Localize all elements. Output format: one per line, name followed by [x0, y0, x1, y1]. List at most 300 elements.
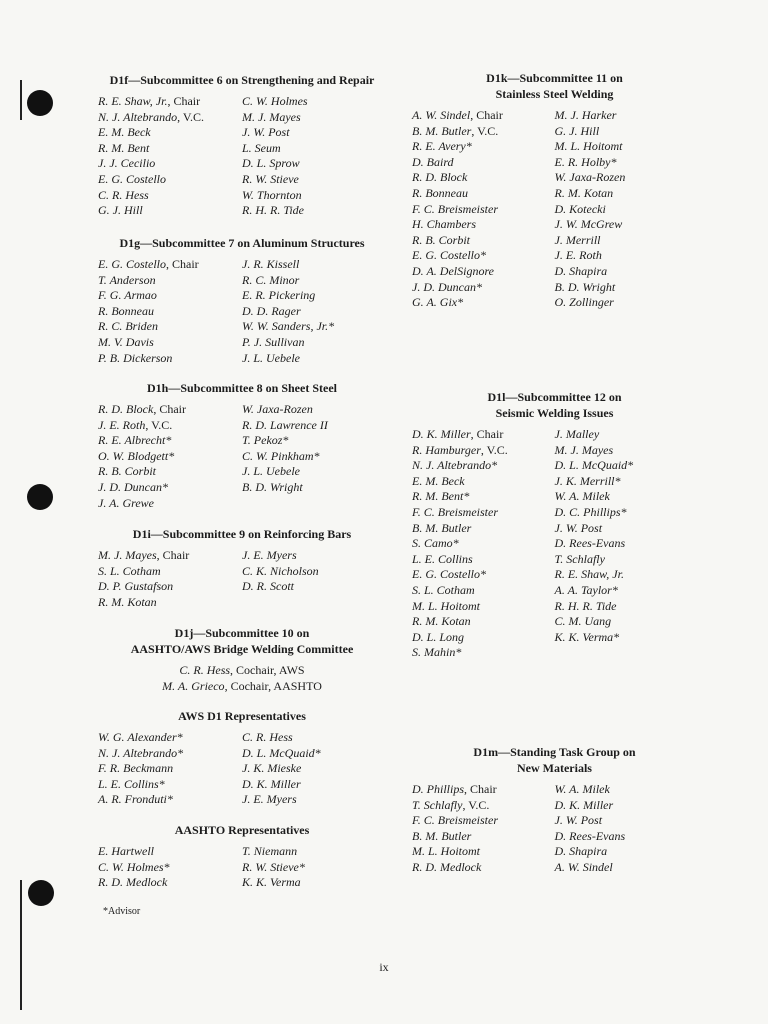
member-name: D. L. McQuaid* — [242, 745, 321, 760]
member-name: R. W. Stieve — [242, 171, 299, 186]
member-name: F. G. Armao — [98, 288, 157, 303]
member-name: R. H. R. Tide — [554, 598, 617, 613]
member-name: C. W. Holmes* — [98, 859, 170, 874]
section-title-line: D1h—Subcommittee 8 on Sheet Steel — [147, 381, 337, 395]
member-entry — [98, 141, 242, 157]
member-columns — [98, 844, 386, 891]
section-title-line: D1l—Subcommittee 12 on — [487, 390, 622, 404]
member-entry — [412, 295, 555, 311]
member-name: J. L. Uebele — [242, 350, 300, 365]
member-name: S. L. Cotham — [98, 563, 161, 578]
member-name: R. M. Kotan — [412, 614, 471, 629]
member-entry — [412, 630, 555, 646]
member-name: F. C. Breismeister — [412, 504, 498, 519]
member-name: F. C. Breismeister — [412, 813, 498, 828]
member-name: J. E. Myers — [242, 792, 297, 807]
member-entry — [412, 505, 555, 521]
member-name: N. J. Altebrando* — [98, 745, 184, 760]
member-name: J. E. Myers — [242, 548, 297, 562]
member-role: , Chair — [470, 108, 503, 122]
member-column — [242, 257, 386, 366]
member-entry — [412, 108, 555, 124]
member-name: A. A. Taylor* — [554, 582, 618, 597]
member-entry — [412, 458, 555, 474]
member-name: W. Jaxa-Rozen — [242, 402, 313, 416]
member-entry — [242, 761, 386, 777]
member-name: M. V. Davis — [98, 334, 154, 349]
member-name: N. J. Altebrando — [98, 109, 178, 124]
member-entry — [242, 875, 386, 891]
member-entry — [555, 443, 698, 459]
member-entry — [555, 583, 698, 599]
member-name: H. Chambers — [412, 217, 477, 232]
member-name: A. R. Fronduti* — [98, 792, 173, 807]
member-entry — [98, 844, 242, 860]
member-column — [242, 94, 386, 219]
member-entry — [98, 288, 242, 304]
member-entry — [98, 273, 242, 289]
member-entry — [555, 829, 698, 845]
member-name: K. K. Verma — [242, 875, 301, 890]
member-name: R. C. Briden — [98, 319, 158, 334]
member-column — [98, 94, 242, 219]
section-title — [98, 380, 386, 396]
member-entry — [555, 427, 698, 443]
member-entry — [98, 663, 386, 679]
member-entry — [555, 813, 698, 829]
member-columns — [98, 257, 386, 366]
member-column — [98, 257, 242, 366]
member-role: , Chair — [153, 402, 186, 416]
member-name: J. D. Duncan* — [412, 279, 482, 294]
member-name: E. Hartwell — [98, 844, 154, 858]
member-entry — [242, 746, 386, 762]
member-name: S. Camo* — [412, 536, 459, 551]
section-title-line: AWS D1 Representatives — [178, 709, 306, 723]
member-entry — [555, 280, 698, 296]
member-name: D. K. Miller — [412, 427, 471, 441]
member-entry — [412, 782, 555, 798]
member-name: T. Anderson — [98, 272, 156, 287]
member-name: D. K. Miller — [554, 797, 614, 812]
member-entry — [242, 141, 386, 157]
member-name: R. H. R. Tide — [242, 203, 304, 218]
member-entry — [242, 464, 386, 480]
section-d1f — [98, 72, 386, 219]
member-entry — [98, 304, 242, 320]
member-entry — [242, 418, 386, 434]
member-name: F. R. Beckmann — [98, 761, 174, 776]
member-entry — [98, 156, 242, 172]
member-name: A. W. Sindel — [412, 108, 471, 122]
member-columns — [412, 108, 697, 311]
member-name: D. L. McQuaid* — [554, 458, 634, 473]
member-name: S. L. Cotham — [412, 582, 475, 597]
member-name: D. R. Scott — [242, 579, 294, 594]
member-entry — [242, 449, 386, 465]
member-name: R. Bonneau — [412, 185, 468, 200]
member-name: D. Rees-Evans — [554, 536, 626, 551]
member-entry — [412, 170, 555, 186]
member-name: C. M. Uang — [554, 614, 612, 629]
section-title-line: D1f—Subcommittee 6 on Strengthening and Repair — [109, 73, 375, 87]
member-name: E. M. Beck — [412, 473, 465, 488]
member-entry — [98, 548, 242, 564]
member-entry — [242, 273, 386, 289]
member-entry — [412, 202, 555, 218]
member-entry — [98, 449, 242, 465]
member-role: , Chair — [464, 782, 497, 796]
member-name: C. K. Nicholson — [242, 563, 319, 578]
section-title-line: Seismic Welding Issues — [495, 406, 614, 420]
member-name: W. A. Milek — [554, 782, 610, 796]
member-entry — [242, 172, 386, 188]
member-column — [98, 402, 242, 511]
member-name: D. K. Miller — [242, 776, 301, 791]
member-name: C. R. Hess — [179, 663, 231, 677]
member-name: C. R. Hess — [242, 730, 293, 744]
member-name: P. B. Dickerson — [98, 350, 173, 365]
member-entry — [98, 125, 242, 141]
member-entry — [242, 730, 386, 746]
member-name: L. Seum — [242, 140, 281, 155]
member-name: R. D. Medlock — [98, 875, 168, 890]
binder-hole-top — [27, 90, 53, 116]
member-name: J. K. Merrill* — [554, 473, 621, 488]
member-entry — [555, 798, 698, 814]
member-entry — [242, 156, 386, 172]
member-name: J. W. McGrew — [554, 217, 623, 232]
member-name: R. D. Lawrence II — [242, 417, 328, 432]
member-entry — [412, 474, 555, 490]
page-number: ix — [379, 960, 389, 974]
member-name: J. E. Roth — [98, 417, 146, 432]
member-name: R. Bonneau — [98, 303, 154, 318]
member-name: D. L. Long — [412, 629, 465, 644]
member-entry — [98, 679, 386, 695]
member-entry — [242, 288, 386, 304]
section-title — [98, 625, 386, 657]
member-entry — [412, 552, 555, 568]
member-name: E. G. Costello* — [412, 567, 486, 582]
member-name: R. E. Shaw, Jr. — [554, 567, 624, 582]
member-column — [555, 108, 698, 311]
member-name: N. J. Altebrando* — [412, 458, 498, 473]
member-entry — [242, 844, 386, 860]
member-column — [412, 427, 555, 661]
member-name: W. A. Milek — [554, 489, 610, 504]
member-name: R. C. Minor — [242, 272, 300, 287]
member-entry — [555, 474, 698, 490]
member-name: C. W. Pinkham* — [242, 448, 320, 463]
member-entry — [98, 110, 242, 126]
member-entry — [242, 351, 386, 367]
member-role: , Chair — [470, 427, 504, 441]
member-name: E. R. Pickering — [242, 288, 316, 303]
member-entry — [242, 480, 386, 496]
member-name: E. G. Costello* — [412, 248, 486, 263]
member-name: E. G. Costello — [98, 171, 166, 186]
member-columns — [98, 402, 386, 511]
member-role: , V.C. — [462, 797, 490, 812]
member-name: M. L. Hoitomt — [554, 139, 623, 154]
member-entry — [555, 108, 698, 124]
member-entry — [98, 464, 242, 480]
member-entry — [412, 521, 555, 537]
member-entry — [98, 351, 242, 367]
member-role: , V.C. — [145, 417, 173, 432]
member-name: W. Jaxa-Rozen — [554, 170, 626, 185]
member-entry — [555, 458, 698, 474]
member-name: M. L. Hoitomt — [412, 844, 481, 859]
member-entry — [98, 319, 242, 335]
member-name: B. D. Wright — [554, 279, 616, 294]
section-d1i — [98, 526, 386, 610]
member-entry — [412, 186, 555, 202]
section-title — [98, 526, 386, 542]
member-name: D. Rees-Evans — [554, 828, 626, 843]
member-name: T. Pekoz* — [242, 433, 289, 448]
member-entry — [412, 645, 555, 661]
member-name: R. E. Avery* — [412, 139, 472, 154]
member-entry — [555, 844, 698, 860]
section-d1m — [412, 744, 697, 876]
cochair-list — [98, 663, 386, 694]
member-name: T. Schlafly — [412, 797, 463, 812]
member-name: B. D. Wright — [242, 479, 303, 494]
member-name: J. W. Post — [554, 813, 603, 828]
member-name: R. D. Block — [412, 170, 468, 185]
section-title — [412, 70, 697, 102]
member-entry — [98, 402, 242, 418]
member-entry — [98, 746, 242, 762]
member-name: C. W. Holmes — [242, 94, 308, 108]
member-column — [242, 548, 386, 610]
member-entry — [242, 304, 386, 320]
member-entry — [555, 552, 698, 568]
member-entry — [555, 124, 698, 140]
member-entry — [98, 496, 242, 512]
member-name: O. Zollinger — [554, 295, 614, 310]
member-entry — [555, 536, 698, 552]
member-entry — [412, 844, 555, 860]
binding-line-bottom — [20, 880, 22, 1010]
member-entry — [412, 248, 555, 264]
member-entry — [242, 319, 386, 335]
member-entry — [412, 567, 555, 583]
section-title — [98, 235, 386, 251]
member-entry — [412, 583, 555, 599]
section-title-line: D1j—Subcommittee 10 on — [174, 626, 310, 640]
member-entry — [98, 335, 242, 351]
section-title-line: AASHTO/AWS Bridge Welding Committee — [130, 642, 354, 656]
member-name: K. K. Verma* — [554, 629, 620, 644]
member-entry — [412, 614, 555, 630]
member-entry — [242, 188, 386, 204]
member-entry — [242, 777, 386, 793]
member-column — [98, 730, 242, 808]
member-role: , Cochair, AWS — [230, 663, 305, 677]
member-entry — [98, 203, 242, 219]
member-column — [242, 844, 386, 891]
section-title — [98, 822, 386, 838]
member-role: , V.C. — [177, 109, 205, 124]
member-name: J. W. Post — [554, 520, 603, 535]
member-columns — [98, 548, 386, 610]
member-name: E. G. Costello — [98, 257, 166, 271]
member-entry — [555, 233, 698, 249]
member-entry — [98, 188, 242, 204]
member-entry — [98, 595, 242, 611]
member-name: J. J. Cecilio — [98, 156, 156, 171]
section-aws-representatives — [98, 708, 386, 808]
member-entry — [98, 433, 242, 449]
member-name: G. J. Hill — [98, 203, 143, 218]
member-name: J. Malley — [554, 427, 600, 441]
section-title-line: D1k—Subcommittee 11 on — [486, 71, 623, 85]
member-name: R. D. Block — [98, 402, 154, 416]
member-entry — [412, 280, 555, 296]
member-role: , Chair — [167, 94, 201, 108]
member-name: J. A. Grewe — [98, 495, 154, 510]
member-column — [242, 730, 386, 808]
member-entry — [242, 402, 386, 418]
section-d1j — [98, 625, 386, 694]
section-title-line: AASHTO Representatives — [174, 823, 310, 837]
member-entry — [242, 110, 386, 126]
member-name: J. Merrill — [554, 232, 601, 247]
member-role: , V.C. — [480, 442, 508, 457]
member-entry — [242, 203, 386, 219]
member-name: T. Schlafly — [554, 551, 605, 566]
member-name: R. M. Bent — [98, 140, 150, 155]
member-entry — [412, 443, 555, 459]
member-entry — [98, 172, 242, 188]
member-entry — [555, 155, 698, 171]
member-name: G. A. Gix* — [412, 295, 464, 310]
member-column — [412, 782, 555, 876]
member-role: , Cochair, AASHTO — [224, 678, 322, 693]
member-column — [98, 548, 242, 610]
member-name: F. C. Breismeister — [412, 201, 498, 216]
section-title — [98, 72, 386, 88]
member-role: , Chair — [166, 257, 199, 271]
member-entry — [412, 489, 555, 505]
section-d1h — [98, 380, 386, 511]
member-name: S. Mahin* — [412, 645, 462, 660]
member-entry — [555, 264, 698, 280]
member-name: E. M. Beck — [98, 125, 151, 140]
member-entry — [242, 860, 386, 876]
member-name: M. J. Mayes — [242, 109, 301, 124]
member-entry — [98, 480, 242, 496]
member-name: C. R. Hess — [98, 187, 149, 202]
member-name: W. W. Sanders, Jr.* — [242, 319, 335, 334]
member-name: R. W. Stieve* — [242, 859, 305, 874]
member-entry — [412, 860, 555, 876]
member-entry — [98, 418, 242, 434]
member-name: B. M. Butler — [412, 520, 472, 535]
member-entry — [555, 630, 698, 646]
member-name: A. W. Sindel — [554, 859, 613, 874]
member-name: M. J. Mayes — [98, 548, 157, 562]
binder-hole-middle — [27, 484, 53, 510]
member-name: B. M. Butler — [412, 828, 472, 843]
member-entry — [98, 730, 242, 746]
member-entry — [555, 521, 698, 537]
member-name: W. G. Alexander* — [98, 730, 183, 744]
member-entry — [242, 257, 386, 273]
member-entry — [242, 792, 386, 808]
member-name: R. B. Corbit — [412, 232, 471, 247]
section-title-line: New Materials — [517, 761, 592, 775]
member-name: M. J. Mayes — [554, 442, 614, 457]
member-name: R. Hamburger — [412, 442, 481, 457]
member-entry — [555, 295, 698, 311]
member-column — [555, 427, 698, 661]
member-column — [412, 108, 555, 311]
member-entry — [98, 860, 242, 876]
section-title-line: Stainless Steel Welding — [495, 87, 614, 101]
section-title — [412, 389, 697, 421]
section-title-line: D1m—Standing Task Group on — [473, 745, 636, 759]
section-title-line: D1g—Subcommittee 7 on Aluminum Structures — [119, 236, 365, 250]
member-name: J. K. Mieske — [242, 761, 302, 776]
member-name: D. C. Phillips* — [554, 504, 627, 519]
member-name: J. E. Roth — [554, 248, 602, 263]
member-name: D. P. Gustafson — [98, 579, 174, 594]
member-entry — [242, 94, 386, 110]
member-entry — [412, 798, 555, 814]
member-name: R. D. Medlock — [412, 859, 482, 874]
member-name: L. E. Collins — [412, 551, 473, 566]
member-name: M. A. Grieco — [162, 678, 225, 693]
member-entry — [555, 782, 698, 798]
member-role: , V.C. — [471, 123, 499, 138]
member-entry — [555, 567, 698, 583]
member-entry — [98, 761, 242, 777]
member-entry — [412, 536, 555, 552]
footnote: *Advisor — [103, 906, 141, 917]
member-entry — [555, 599, 698, 615]
member-name: M. J. Harker — [554, 108, 617, 122]
member-name: G. J. Hill — [554, 123, 600, 138]
member-column — [555, 782, 698, 876]
member-name: P. J. Sullivan — [242, 334, 305, 349]
member-entry — [242, 433, 386, 449]
member-name: R. M. Kotan — [98, 594, 157, 609]
member-entry — [412, 264, 555, 280]
member-name: D. D. Rager — [242, 303, 301, 318]
member-entry — [555, 505, 698, 521]
member-entry — [412, 829, 555, 845]
member-entry — [412, 139, 555, 155]
member-name: D. Kotecki — [554, 201, 606, 216]
member-entry — [555, 860, 698, 876]
member-entry — [98, 875, 242, 891]
member-name: T. Niemann — [242, 844, 298, 858]
member-entry — [555, 489, 698, 505]
member-name: R. E. Shaw, Jr. — [98, 94, 168, 108]
member-name: M. L. Hoitomt — [412, 598, 481, 613]
member-name: B. M. Butler — [412, 123, 472, 138]
member-entry — [555, 217, 698, 233]
member-columns — [412, 427, 697, 661]
member-role: , Chair — [156, 548, 190, 562]
section-d1g — [98, 235, 386, 366]
member-entry — [412, 124, 555, 140]
member-name: D. Shapira — [554, 263, 608, 278]
